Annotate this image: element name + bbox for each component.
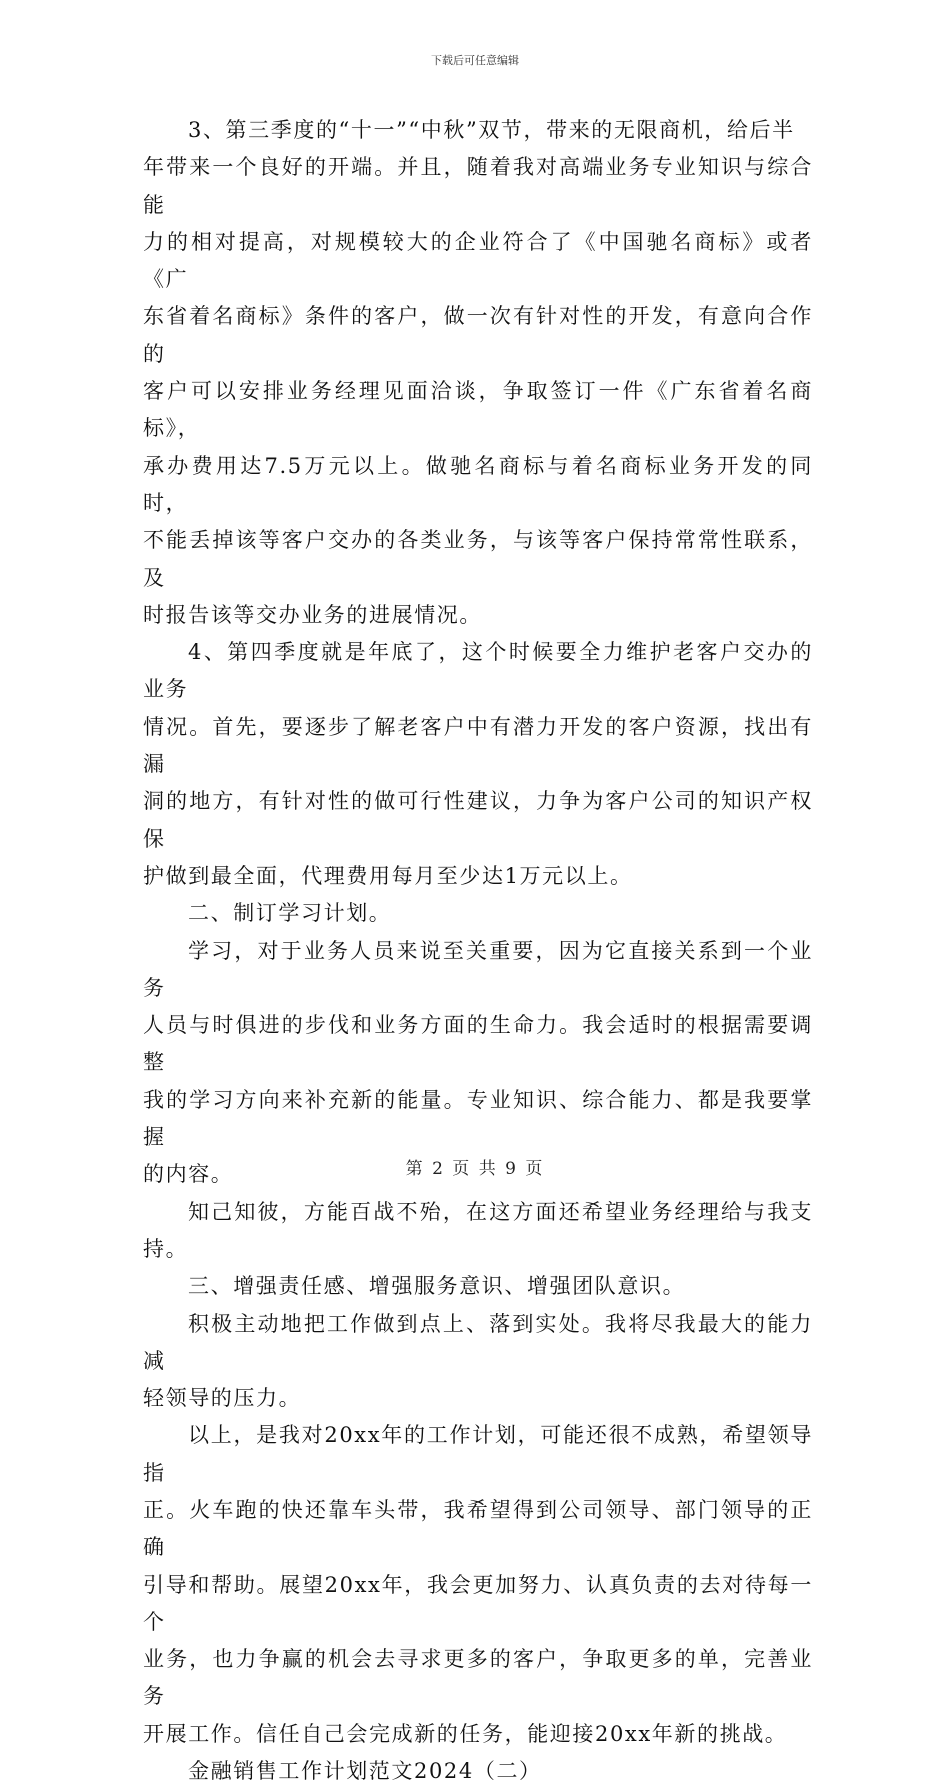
text-line: 学习，对于业务人员来说至关重要，因为它直接关系到一个业务	[143, 938, 813, 1000]
text-line: 力的相对提高，对规模较大的企业符合了《中国驰名商标》或者《广	[143, 229, 813, 292]
text-line: 积极主动地把工作做到点上、落到实处。我将尽我最大的能力减	[143, 1311, 813, 1373]
text-line: 情况。首先，要逐步了解老客户中有潜力开发的客户资源，找出有漏	[143, 714, 813, 777]
document-body	[143, 112, 813, 1790]
text-line: 以上，是我对20xx年的工作计划，可能还很不成熟，希望领导指	[143, 1423, 813, 1485]
text-line: 4、第四季度就是年底了，这个时候要全力维护老客户交办的业务	[143, 640, 813, 702]
text-line: 正。火车跑的快还靠车头带，我希望得到公司领导、部门领导的正确	[143, 1497, 813, 1560]
section-title-example-two	[143, 1753, 813, 1790]
text-line: 引导和帮助。展望20xx年，我会更加努力、认真负责的去对待每一个	[143, 1572, 813, 1634]
text-line: 金融销售工作计划范文2024（二）	[188, 1759, 542, 1784]
paragraph-q4	[143, 634, 813, 895]
text-line: 承办费用达7.5万元以上。做驰名商标与着名商标业务开发的同时，	[143, 453, 813, 515]
paragraph-q3	[143, 112, 813, 634]
text-line: 开展工作。信任自己会完成新的任务，能迎接20xx年新的挑战。	[143, 1721, 788, 1746]
page-number: 第 2 页 共 9 页	[405, 1159, 545, 1179]
text-line: 时报告该等交办业务的进展情况。	[143, 602, 482, 627]
text-line: 护做到最全面，代理费用每月至少达1万元以上。	[143, 863, 633, 888]
text-line: 年带来一个良好的开端。并且，随着我对高端业务专业知识与综合能	[143, 155, 813, 217]
text-line: 业务，也力争赢的机会去寻求更多的客户，争取更多的单，完善业务	[143, 1647, 813, 1709]
paragraph-proactive	[143, 1306, 813, 1418]
section-heading-study-plan	[143, 895, 813, 932]
text-line: 洞的地方，有针对性的做可行性建议，力争为客户公司的知识产权保	[143, 789, 813, 851]
text-line: 我的学习方向来补充新的能量。专业知识、综合能力、都是我要掌握	[143, 1087, 813, 1150]
page-header-note: 下载后可任意编辑	[431, 54, 519, 67]
text-line: 三、增强责任感、增强服务意识、增强团队意识。	[188, 1274, 686, 1299]
paragraph-know-yourself	[143, 1194, 813, 1269]
text-line: 人员与时俱进的步伐和业务方面的生命力。我会适时的根据需要调整	[143, 1013, 813, 1075]
text-line: 客户可以安排业务经理见面洽谈，争取签订一件《广东省着名商标》，	[143, 379, 813, 441]
text-line: 的内容。	[143, 1162, 234, 1187]
text-line: 3、第三季度的“十一”“中秋”双节，带来的无限商机，给后半	[188, 118, 795, 142]
text-line: 知己知彼，方能百战不殆，在这方面还希望业务经理给与我支持。	[143, 1199, 813, 1261]
section-heading-responsibility	[143, 1268, 813, 1305]
paragraph-conclusion	[143, 1417, 813, 1753]
text-line: 轻领导的压力。	[143, 1386, 302, 1411]
text-line: 二、制订学习计划。	[188, 901, 392, 926]
text-line: 东省着名商标》条件的客户，做一次有针对性的开发，有意向合作的	[143, 304, 813, 366]
text-line: 不能丢掉该等客户交办的各类业务，与该等客户保持常常性联系，及	[143, 528, 813, 590]
